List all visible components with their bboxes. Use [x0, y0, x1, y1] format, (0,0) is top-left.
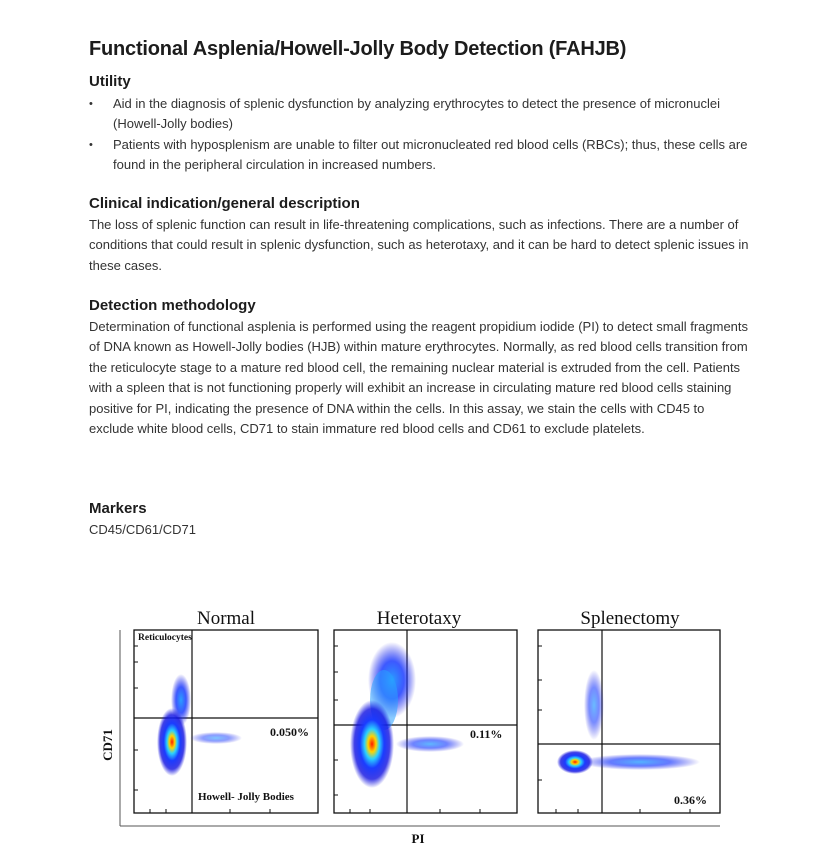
clinical-text: The loss of splenic function can result in life-threatening complications, such as infections. There are a number of conditions that could result in splenic dysfunction, such as heterotaxy, and it can be hard to detect splenic issues in these cases.: [89, 217, 749, 273]
y-axis-label: CD71: [100, 729, 115, 761]
hjb-percentage: 0.36%: [674, 793, 707, 807]
plot-frame: [134, 630, 318, 813]
plot-frame: [538, 630, 720, 813]
clinical-heading: Clinical indication/general description: [89, 195, 360, 212]
methodology-heading: Detection methodology: [89, 297, 256, 314]
panel-splenectomy: [538, 608, 720, 813]
density-cloud: [368, 642, 416, 718]
panel-heterotaxy: [334, 608, 517, 813]
panel-title: Splenectomy: [580, 608, 680, 629]
density-cloud: [370, 670, 398, 730]
density-cloud: [580, 754, 700, 770]
density-cloud: [396, 736, 464, 752]
density-cloud: [584, 670, 604, 740]
markers-text: CD45/CD61/CD71: [89, 522, 196, 537]
panel-normal: [134, 608, 318, 813]
quadrant-label-reticulocytes: Reticulocytes: [138, 633, 192, 643]
density-cloud: [157, 708, 187, 776]
density-cloud: [171, 674, 191, 726]
utility-heading: Utility: [89, 73, 131, 90]
hjb-percentage: 0.11%: [470, 727, 503, 741]
density-cloud: [557, 750, 593, 774]
density-cloud: [350, 700, 394, 788]
markers-heading: Markers: [89, 500, 147, 517]
methodology-text: Determination of functional asplenia is performed using the reagent propidium iodide (PI) to detect small fragments of DNA known as Howell-Jolly bodies (HJB) within mature erythrocytes. Normally, as red blood cells transition from the reticulocyte stage to a mature red blood cell, the remaining nuclear material is extruded from the cell. Patients with a spleen that is not functioning properly will exhibit an increase in circulating mature red blood cells staining positive for PI, indicating the presence of DNA within the cells. In this assay, we stain the cells with CD45 to exclude white blood cells, CD71 to stain immature red blood cells and CD61 to exclude platelets.: [89, 319, 749, 437]
page-title: Functional Asplenia/Howell-Jolly Body Detection (FAHJB): [89, 38, 627, 60]
density-cloud: [190, 732, 242, 744]
x-axis-label: PI: [411, 831, 425, 846]
utility-bullet-list: [89, 94, 749, 176]
panel-title: Heterotaxy: [376, 608, 462, 629]
utility-bullet: • Patients with hyposplenism are unable to filter out micronucleated red blood cells (RBCs); thus, these cells are found in the peripheral circulation in increased numbers.: [89, 135, 749, 176]
panel-title: Normal: [196, 608, 256, 629]
hjb-percentage: 0.050%: [270, 725, 309, 739]
plot-frame: [334, 630, 517, 813]
quadrant-label-hjb: Howell- Jolly Bodies: [198, 791, 294, 803]
utility-bullet: • Aid in the diagnosis of splenic dysfunction by analyzing erythrocytes to detect the presence of micronuclei (Howell-Jolly bodies): [89, 94, 749, 135]
